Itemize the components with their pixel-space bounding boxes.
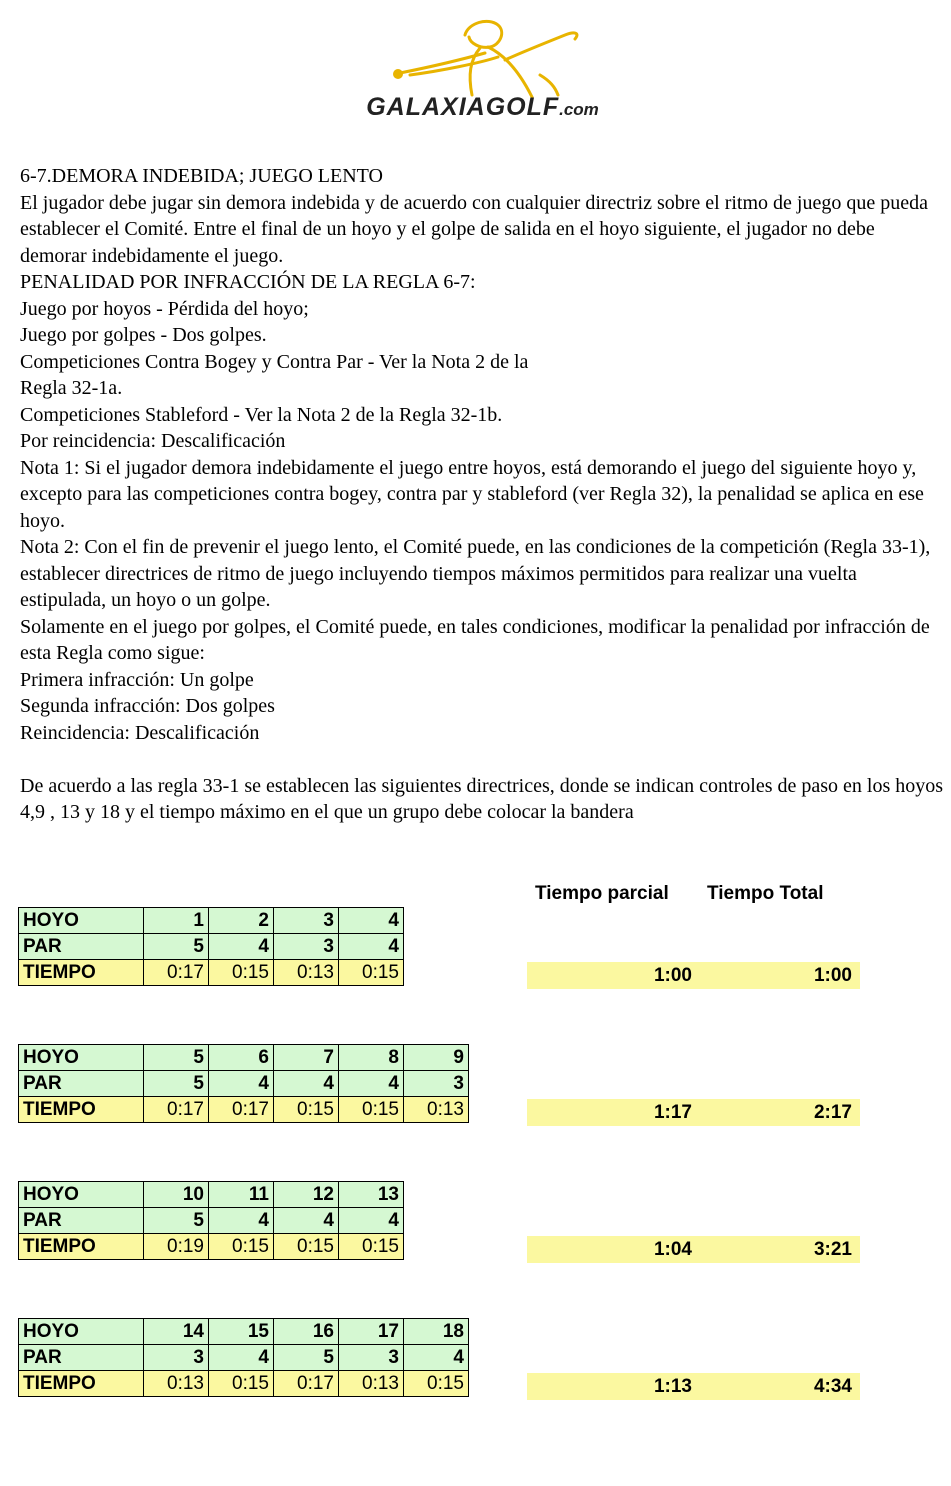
paragraph: Nota 1: Si el jugador demora indebidamente el juego entre hoyos, está demorando el juego del siguiente hoyo y, excepto para las competiciones contra bogey, contra par y stableford (ver Regla 32), la penalidad se aplica en ese hoyo. <box>20 456 924 532</box>
row-label: PAR <box>19 1345 144 1371</box>
paragraph: Por reincidencia: Descalificación <box>20 430 286 452</box>
hole-number: 14 <box>144 1319 209 1345</box>
par-value: 5 <box>144 1208 209 1234</box>
time-value: 0:15 <box>274 1234 339 1260</box>
time-summary-2 <box>527 1099 860 1126</box>
time-value: 0:17 <box>144 960 209 986</box>
paragraph: Reincidencia: Descalificación <box>20 721 260 744</box>
schedule-table-4 <box>18 1318 469 1397</box>
row-label: HOYO <box>19 1319 144 1345</box>
hole-row <box>19 1182 404 1208</box>
brand-suffix: .com <box>559 100 599 119</box>
paragraph: Nota 2: Con el fin de prevenir el juego lento, el Comité puede, en las condiciones de la competición (Regla 33-1), establecer directrices de ritmo de juego incluyendo tiempos máximos permitidos para realizar una vuelta estipulada, un hoyo o un golpe. <box>20 536 931 611</box>
time-summary-3 <box>527 1236 860 1263</box>
par-row <box>19 1208 404 1234</box>
schedule-table-2 <box>18 1044 469 1123</box>
hole-number: 18 <box>404 1319 469 1345</box>
time-value: 0:15 <box>209 960 274 986</box>
galaxiagolf-logo <box>345 15 620 125</box>
hole-number: 17 <box>339 1319 404 1345</box>
row-label: TIEMPO <box>19 960 144 986</box>
total-time: 2:17 <box>813 1102 852 1123</box>
time-value: 0:15 <box>209 1234 274 1260</box>
par-row <box>19 1345 469 1371</box>
paragraph: Juego por golpes - Dos golpes. <box>20 324 267 346</box>
par-value: 5 <box>144 1071 209 1097</box>
par-value: 3 <box>144 1345 209 1371</box>
time-value: 0:15 <box>339 1234 404 1260</box>
time-row <box>19 1371 469 1397</box>
paragraph: Competiciones Stableford - Ver la Nota 2 de la Regla 32-1b. <box>20 403 503 426</box>
par-value: 3 <box>404 1071 469 1097</box>
schedule-table-3 <box>18 1181 404 1260</box>
time-row <box>19 1097 469 1123</box>
total-time: 1:00 <box>813 965 852 986</box>
paragraph: Primera infracción: Un golpe <box>20 668 254 691</box>
hole-number: 7 <box>274 1045 339 1071</box>
hole-number: 4 <box>339 908 404 934</box>
time-row <box>19 1234 404 1260</box>
time-value: 0:15 <box>339 960 404 986</box>
hole-number: 15 <box>209 1319 274 1345</box>
par-value: 4 <box>209 934 274 960</box>
partial-time: 1:00 <box>653 965 692 986</box>
rule-text <box>20 163 945 826</box>
row-label: TIEMPO <box>19 1097 144 1123</box>
time-summary-4 <box>527 1373 860 1400</box>
par-value: 4 <box>209 1345 274 1371</box>
golfer-icon <box>370 15 585 100</box>
par-row <box>19 1071 469 1097</box>
hole-row <box>19 1045 469 1071</box>
brand-name <box>345 93 620 122</box>
partial-time: 1:17 <box>653 1102 692 1123</box>
schedule-table-1 <box>18 907 404 986</box>
hole-row <box>19 1319 469 1345</box>
row-label: HOYO <box>19 1045 144 1071</box>
hole-number: 5 <box>144 1045 209 1071</box>
hole-number: 8 <box>339 1045 404 1071</box>
par-value: 4 <box>339 1071 404 1097</box>
row-label: PAR <box>19 1208 144 1234</box>
total-time: 4:34 <box>813 1376 852 1397</box>
paragraph: Solamente en el juego por golpes, el Comité puede, en tales condiciones, modificar la penalidad por infracción de esta Regla como sigue: <box>20 615 930 664</box>
paragraph: Competiciones Contra Bogey y Contra Par - Ver la Nota 2 de la <box>20 350 529 373</box>
paragraph: Segunda infracción: Dos golpes <box>20 695 275 717</box>
partial-time: 1:04 <box>653 1239 692 1260</box>
par-value: 3 <box>339 1345 404 1371</box>
time-value: 0:13 <box>339 1371 404 1397</box>
time-value: 0:13 <box>274 960 339 986</box>
par-value: 3 <box>274 934 339 960</box>
time-value: 0:13 <box>144 1371 209 1397</box>
hole-number: 9 <box>404 1045 469 1071</box>
par-value: 4 <box>339 1208 404 1234</box>
time-value: 0:17 <box>144 1097 209 1123</box>
row-label: TIEMPO <box>19 1371 144 1397</box>
par-value: 4 <box>339 934 404 960</box>
time-value: 0:15 <box>209 1371 274 1397</box>
par-row <box>19 934 404 960</box>
par-value: 4 <box>274 1208 339 1234</box>
hole-number: 1 <box>144 908 209 934</box>
hole-number: 11 <box>209 1182 274 1208</box>
time-value: 0:15 <box>339 1097 404 1123</box>
time-value: 0:19 <box>144 1234 209 1260</box>
time-value: 0:15 <box>404 1371 469 1397</box>
brand-word: GALAXIAGOLF <box>366 93 560 121</box>
paragraph: El jugador debe jugar sin demora indebida y de acuerdo con cualquier directriz sobre el ritmo de juego que pueda establecer el Comité. Entre el final de un hoyo y el golpe de salida en el hoyo siguiente, el jugador no debe demorar indebidamente el juego. <box>20 191 928 267</box>
time-value: 0:13 <box>404 1097 469 1123</box>
hole-number: 16 <box>274 1319 339 1345</box>
par-value: 4 <box>274 1071 339 1097</box>
row-label: HOYO <box>19 1182 144 1208</box>
row-label: PAR <box>19 1071 144 1097</box>
row-label: PAR <box>19 934 144 960</box>
total-time: 3:21 <box>813 1239 852 1260</box>
row-label: HOYO <box>19 908 144 934</box>
paragraph: Regla 32-1a. <box>20 377 123 399</box>
time-value: 0:17 <box>274 1371 339 1397</box>
total-time-header: Tiempo Total <box>707 883 824 904</box>
time-value: 0:17 <box>209 1097 274 1123</box>
paragraph: PENALIDAD POR INFRACCIÓN DE LA REGLA 6-7: <box>20 271 476 293</box>
row-label: TIEMPO <box>19 1234 144 1260</box>
par-value: 4 <box>209 1208 274 1234</box>
par-value: 5 <box>144 934 209 960</box>
rule-title: 6-7.DEMORA INDEBIDA; JUEGO LENTO <box>20 165 383 187</box>
hole-number: 2 <box>209 908 274 934</box>
hole-number: 13 <box>339 1182 404 1208</box>
paragraph: Juego por hoyos - Pérdida del hoyo; <box>20 297 309 320</box>
par-value: 4 <box>209 1071 274 1097</box>
par-value: 4 <box>404 1345 469 1371</box>
time-row <box>19 960 404 986</box>
time-summary-1 <box>527 962 860 989</box>
par-value: 5 <box>274 1345 339 1371</box>
time-value: 0:15 <box>274 1097 339 1123</box>
hole-number: 12 <box>274 1182 339 1208</box>
hole-number: 6 <box>209 1045 274 1071</box>
partial-time-header: Tiempo parcial <box>535 883 669 904</box>
closing-paragraph: De acuerdo a las regla 33-1 se establecen las siguientes directrices, donde se indican controles de paso en los hoyos 4,9 , 13 y 18 y el tiempo máximo en el que un grupo debe colocar la bandera <box>20 774 944 823</box>
hole-row <box>19 908 404 934</box>
partial-time: 1:13 <box>653 1376 692 1397</box>
spacer <box>20 746 945 773</box>
hole-number: 3 <box>274 908 339 934</box>
hole-number: 10 <box>144 1182 209 1208</box>
